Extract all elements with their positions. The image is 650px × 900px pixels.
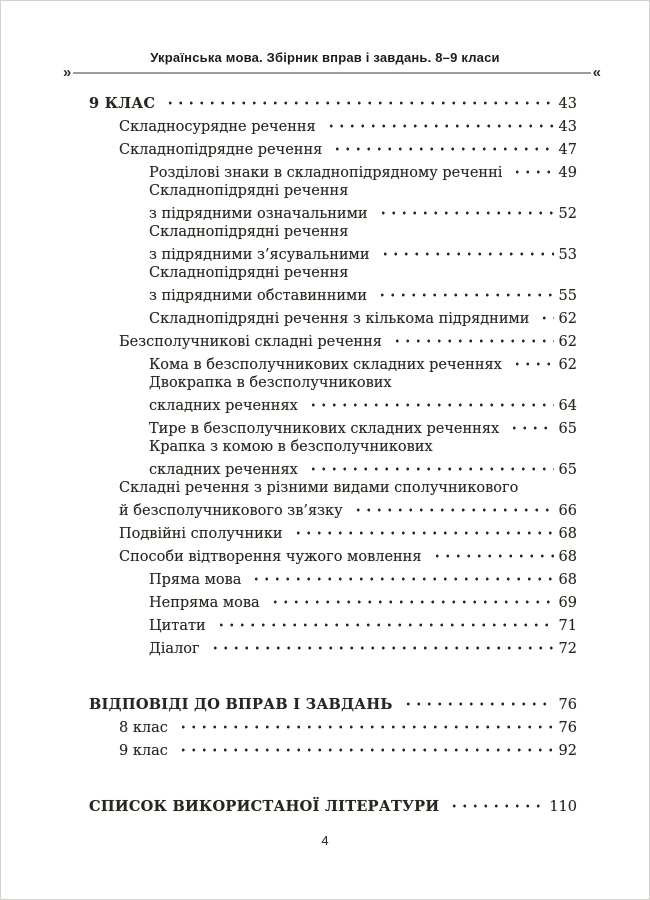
toc-page-number: 92 <box>558 743 577 759</box>
toc-page-number: 52 <box>558 206 577 222</box>
dot-leader <box>509 159 553 177</box>
dot-leader <box>207 635 554 653</box>
toc-page-number: 65 <box>558 421 577 437</box>
toc-entry-line <box>89 566 577 589</box>
toc-entry <box>89 543 577 566</box>
toc-entry-line <box>89 415 577 438</box>
toc-page-number: 65 <box>558 462 577 478</box>
toc-entry-label: Цитати <box>149 618 206 634</box>
toc-entry-line <box>89 113 577 136</box>
toc-entry-line <box>89 635 577 658</box>
toc-page-number: 64 <box>558 398 577 414</box>
toc-page-number: 55 <box>558 288 577 304</box>
toc-entry <box>89 113 577 136</box>
toc-entry-label: Складнопідрядні речення <box>149 265 349 281</box>
toc-entry-label: Складнопідрядні речення <box>149 224 349 240</box>
dot-leader <box>213 612 554 630</box>
toc-entry-line <box>89 223 577 241</box>
right-guillemet-mark: « <box>592 64 601 81</box>
toc-entry-label: ВІДПОВІДІ ДО ВПРАВ І ЗАВДАНЬ <box>89 696 393 713</box>
toc-entry-label: Кома в безсполучникових складних реченнях <box>149 357 502 373</box>
dot-leader <box>305 456 554 474</box>
toc-page-number: 76 <box>558 720 577 736</box>
toc-page-number: 43 <box>558 96 577 112</box>
dot-leader <box>400 691 554 709</box>
toc-page-number: 49 <box>558 165 577 181</box>
folio-page-number: 4 <box>321 833 329 848</box>
toc-entry <box>89 737 577 760</box>
toc-entry-line <box>89 136 577 159</box>
toc-entry-label: Складнопідрядне речення <box>119 142 323 158</box>
toc-entry-label: Складнопідрядні речення з кількома підрядними <box>149 311 530 327</box>
toc-entry <box>89 793 577 816</box>
toc-entry-line <box>89 90 577 113</box>
toc-entry-label: 9 КЛАС <box>89 95 156 112</box>
toc-entry-label: Двокрапка в безсполучникових <box>149 375 392 391</box>
toc-entry <box>89 328 577 351</box>
toc-page-number: 68 <box>558 572 577 588</box>
toc-entry-label: складних реченнях <box>149 398 298 414</box>
dot-leader <box>389 328 554 346</box>
dot-leader <box>506 415 553 433</box>
toc-page-number: 62 <box>558 357 577 373</box>
dot-leader <box>305 392 554 410</box>
toc-entry-label: 8 клас <box>119 720 168 736</box>
dot-leader <box>446 793 544 811</box>
toc-entry-line <box>89 392 577 415</box>
toc-page-number: 69 <box>558 595 577 611</box>
toc-page-number: 62 <box>558 311 577 327</box>
toc-entry-label: Подвійні сполучники <box>119 526 283 542</box>
toc-entry-label: Діалог <box>149 641 200 657</box>
toc-page-number: 71 <box>558 618 577 634</box>
dot-leader <box>377 241 554 259</box>
toc-page-number: 110 <box>549 799 577 815</box>
toc-entry-line <box>89 241 577 264</box>
toc-page-number: 43 <box>558 119 577 135</box>
dot-leader <box>375 200 554 218</box>
toc-entry-line <box>89 497 577 520</box>
toc-entry <box>89 714 577 737</box>
toc-entry-label: СПИСОК ВИКОРИСТАНОЇ ЛІТЕРАТУРИ <box>89 798 440 815</box>
dot-leader <box>509 351 554 369</box>
toc-entry-line <box>89 159 577 182</box>
toc-entry-label: Тире в безсполучникових складних реченнях <box>149 421 500 437</box>
toc-entry-line <box>89 793 577 816</box>
toc-entry <box>89 374 577 415</box>
dot-leader <box>374 282 554 300</box>
toc-entry-line <box>89 182 577 200</box>
toc-entry <box>89 182 577 223</box>
toc-entry-label: й безсполучникового зв’язку <box>119 503 343 519</box>
toc-entry <box>89 305 577 328</box>
toc-entry-line <box>89 714 577 737</box>
toc-entry-line <box>89 305 577 328</box>
toc-entry-line <box>89 543 577 566</box>
dot-leader <box>350 497 554 515</box>
dot-leader <box>175 737 554 755</box>
toc-entry <box>89 589 577 612</box>
toc-entry-label: Складнопідрядні речення <box>149 183 349 199</box>
toc-entry <box>89 438 577 479</box>
running-header-title: Українська мова. Збірник вправ і завдань. 8–9 класи <box>150 50 500 65</box>
toc-entry <box>89 691 577 714</box>
toc-entry <box>89 479 577 520</box>
toc-entry <box>89 520 577 543</box>
toc-page-number: 53 <box>558 247 577 263</box>
toc-entry-line <box>89 438 577 456</box>
toc-entry-line <box>89 589 577 612</box>
toc-entry <box>89 612 577 635</box>
toc-entry <box>89 90 577 113</box>
toc-entry-line <box>89 612 577 635</box>
header-rule <box>63 65 601 80</box>
left-guillemet-mark: » <box>63 64 72 81</box>
toc-page-number: 68 <box>558 526 577 542</box>
toc-entry <box>89 415 577 438</box>
toc-page-number: 68 <box>558 549 577 565</box>
toc-entry-line <box>89 520 577 543</box>
toc-entry-label: Складносурядне речення <box>119 119 316 135</box>
toc-entry-label: Пряма мова <box>149 572 242 588</box>
toc-page-number: 66 <box>558 503 577 519</box>
toc-entry-label: Непряма мова <box>149 595 260 611</box>
toc-entry-label: 9 клас <box>119 743 168 759</box>
dot-leader <box>248 566 553 584</box>
dot-leader <box>175 714 554 732</box>
toc-page-number: 76 <box>558 697 577 713</box>
toc-entry-label: складних реченнях <box>149 462 298 478</box>
toc-entry <box>89 264 577 305</box>
dot-leader <box>162 90 553 108</box>
header-divider-line <box>73 72 590 74</box>
toc-entry <box>89 566 577 589</box>
dot-leader <box>429 543 554 561</box>
toc-entry-line <box>89 737 577 760</box>
toc-entry-label: Безсполучникові складні речення <box>119 334 382 350</box>
toc-entry <box>89 635 577 658</box>
toc-entry <box>89 136 577 159</box>
toc-entry-line <box>89 282 577 305</box>
toc-entry-line <box>89 328 577 351</box>
toc-entry-line <box>89 374 577 392</box>
toc-entry-line <box>89 479 577 497</box>
toc-entry <box>89 351 577 374</box>
toc-page-number: 62 <box>558 334 577 350</box>
toc-entry-label: з підрядними обставинними <box>149 288 367 304</box>
toc-entry <box>89 223 577 264</box>
toc-entry-line <box>89 200 577 223</box>
toc-entry-line <box>89 456 577 479</box>
dot-leader <box>323 113 554 131</box>
toc-entry-label: з підрядними означальними <box>149 206 368 222</box>
toc-entry <box>89 159 577 182</box>
toc-page-number: 72 <box>558 641 577 657</box>
dot-leader <box>267 589 554 607</box>
toc-entry-label: Способи відтворення чужого мовлення <box>119 549 422 565</box>
dot-leader <box>290 520 554 538</box>
toc-entry-line <box>89 351 577 374</box>
dot-leader <box>536 305 553 323</box>
toc-page-number: 47 <box>558 142 577 158</box>
toc-entry-line <box>89 691 577 714</box>
dot-leader <box>329 136 553 154</box>
toc-list <box>89 90 577 816</box>
toc-entry-label: Складні речення з різними видами сполучникового <box>119 480 519 496</box>
toc-entry-label: Розділові знаки в складнопідрядному реченні <box>149 165 503 181</box>
toc-entry-label: з підрядними з’ясувальними <box>149 247 370 263</box>
toc-entry-label: Крапка з комою в безсполучникових <box>149 439 433 455</box>
toc-entry-line <box>89 264 577 282</box>
